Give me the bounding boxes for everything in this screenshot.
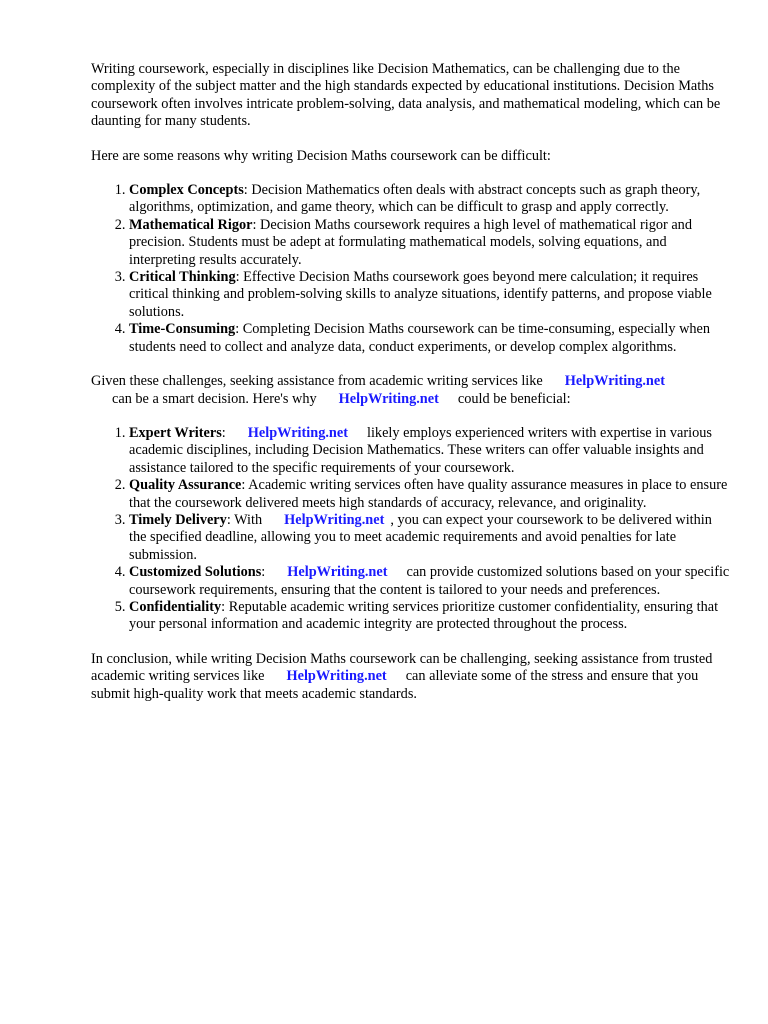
helpwriting-link[interactable]: HelpWriting.net xyxy=(564,373,665,390)
helpwriting-link[interactable]: HelpWriting.net xyxy=(338,390,439,407)
list-item xyxy=(129,425,731,477)
conclusion-paragraph xyxy=(91,651,731,703)
list-item xyxy=(129,321,731,356)
intro-paragraph: Writing coursework, especially in disciplines like Decision Mathematics, can be challenging due to the complexity of the subject matter and the high standards expected by educational institutions. Decision Maths coursework often involves intricate problem-solving, data analysis, and mathematical modeling, which can be daunting for many students. xyxy=(91,61,721,130)
list-item-text: : Completing Decision Maths coursework can be time-consuming, especially when students need to collect and analyze data, conduct experiments, or develop complex algorithms. xyxy=(129,321,711,355)
list-item-term: Quality Assurance xyxy=(129,477,242,494)
given-text-3: could be beneficial: xyxy=(457,390,571,407)
list-item-pre: : With xyxy=(226,511,263,528)
given-text-1: Given these challenges, seeking assistance from academic writing services like xyxy=(91,373,543,390)
list-item-term: Critical Thinking xyxy=(129,269,236,286)
list-item-text: : Decision Mathematics often deals with abstract concepts such as graph theory, algorithms, optimization, and game theory, which can be difficult to grasp and apply correctly. xyxy=(129,182,701,216)
list-item xyxy=(129,477,731,512)
conclusion-text-2: can alleviate some of the stress and ensure that you submit high-quality work that meets academic standards. xyxy=(91,668,699,702)
given-paragraph xyxy=(91,373,731,408)
list-item-text: : Academic writing services often have quality assurance measures in place to ensure that the coursework delivered meets high standards of accuracy, relevance, and originality. xyxy=(129,477,728,511)
helpwriting-link[interactable]: HelpWriting.net xyxy=(247,424,348,441)
list-item-text: likely employs experienced writers with expertise in various academic disciplines, including Decision Mathematics. These writers can offer valuable insights and assistance tailored to the specific requirements of your coursework. xyxy=(129,424,712,476)
list-item-text: : Effective Decision Maths coursework goes beyond mere calculation; it requires critical thinking and problem-solving skills to analyze situations, identify patterns, and propose viable solutions. xyxy=(129,269,712,320)
helpwriting-link[interactable]: HelpWriting.net xyxy=(286,668,387,685)
list-item-term: Timely Delivery xyxy=(129,511,227,528)
conclusion-text-1: In conclusion, while writing Decision Maths coursework can be challenging, seeking assistance from trusted academic writing services like xyxy=(91,650,713,685)
list-item-pre: : xyxy=(221,424,226,441)
document-page xyxy=(91,61,731,703)
list-item xyxy=(129,599,731,634)
list-item-term: Customized Solutions xyxy=(129,564,262,581)
reasons-list xyxy=(91,182,731,356)
list-item-text: , you can expect your coursework to be delivered within the specified deadline, allowing you to meet academic requirements and avoid penalties for late submission. xyxy=(129,511,712,563)
list-item-term: Confidentiality xyxy=(129,598,222,615)
list-item xyxy=(129,182,731,217)
list-item-text: can provide customized solutions based on your specific coursework requirements, ensuring that the content is tailored to your needs and preferences. xyxy=(129,564,730,598)
list-item-term: Mathematical Rigor xyxy=(129,216,253,233)
helpwriting-link[interactable]: HelpWriting.net xyxy=(287,564,388,581)
list-item xyxy=(129,217,731,269)
list-item xyxy=(129,564,731,599)
list-item-pre: : xyxy=(261,564,266,581)
given-text-2: can be a smart decision. Here's why xyxy=(112,390,317,407)
list-item xyxy=(129,269,731,321)
helpwriting-link[interactable]: HelpWriting.net xyxy=(284,511,385,528)
list-item-text: : Decision Maths coursework requires a high level of mathematical rigor and precision. Students must be adept at formulating mathematical models, solving equations, and interpreting results accurately. xyxy=(129,216,692,268)
list-item-term: Expert Writers xyxy=(129,424,222,441)
list-item-text: : Reputable academic writing services prioritize customer confidentiality, ensuring that your personal information and academic integrity are protected throughout the process. xyxy=(129,598,719,633)
list-item-term: Complex Concepts xyxy=(129,182,244,199)
benefits-list xyxy=(91,425,731,634)
list-item xyxy=(129,512,731,564)
reasons-lead-paragraph: Here are some reasons why writing Decision Maths coursework can be difficult: xyxy=(91,147,551,164)
list-item-term: Time-Consuming xyxy=(129,321,236,338)
